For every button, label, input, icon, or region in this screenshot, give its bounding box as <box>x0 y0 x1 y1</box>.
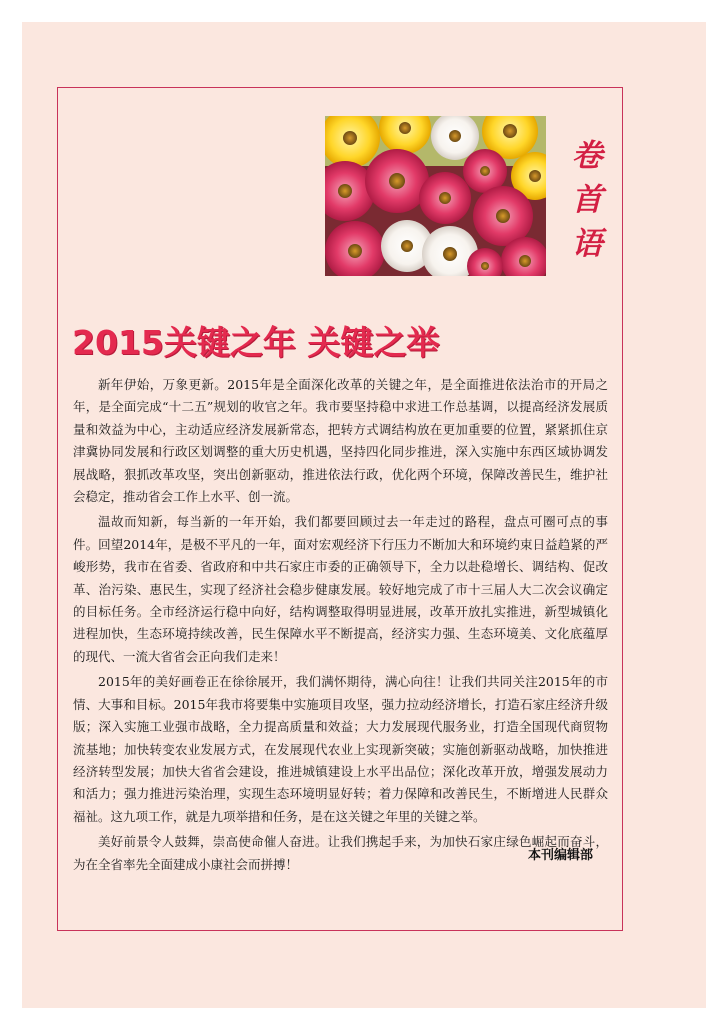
section-label <box>567 134 607 266</box>
paragraph-3: 2015年的美好画卷正在徐徐展开，我们满怀期待，满心向往！让我们共同关注2015年的市情、大事和目标。2015年我市将要集中实施项目攻坚，强力拉动经济增长，打造石家庄经济升级版；深入实施工业强市战略，全力提高质量和效益；大力发展现代服务业，打造全国现代商贸物流基地；加快转变农业发展方式，在发展现代农业上实现新突破；实施创新驱动战略，加快推进经济转型发展；加快大省省会建设，推进城镇建设上水平出品位；深化改革开放，增强发展动力和活力；强力推进污染治理，实现生态环境明显好转；着力保障和改善民生，不断增进人民群众福祉。这九项工作，就是九项举措和任务，是在这关键之年里的关键之举。 <box>73 674 608 824</box>
paragraph-2: 温故而知新，每当新的一年开始，我们都要回顾过去一年走过的路程，盘点可圈可点的事件。回望2014年，是极不平凡的一年，面对宏观经济下行压力不断加大和环境约束日益趋紧的严峻形势，我市在省委、省政府和中共石家庄市委的正确领导下，全力以赴稳增长、调结构、促改革、治污染、惠民生，实现了经济社会稳步健康发展。较好地完成了市十三届人大二次会议确定的目标任务。全市经济运行稳中向好，结构调整取得明显进展，改革开放扎实推进，新型城镇化进程加快，生态环境持续改善，民生保障水平不断提高，经济实力强、生态环境美、文化底蕴厚的现代、一流大省省会正向我们走来！ <box>73 514 608 664</box>
section-label-text <box>567 134 607 266</box>
signature: 本刊编辑部 <box>527 848 593 863</box>
section-label-char: 卷 <box>571 138 603 174</box>
flower-photo <box>325 116 546 276</box>
page-title: 2015关键之年 关键之举 <box>72 323 440 362</box>
paragraph-4: 美好前景令人鼓舞，崇高使命催人奋进。让我们携起手来，为加快石家庄绿色崛起而奋斗，为在全省率先全面建成小康社会而拼搏！ <box>73 834 608 872</box>
section-label-char: 首 <box>571 182 603 218</box>
paragraph-1: 新年伊始，万象更新。2015年是全面深化改革的关键之年，是全面推进依法治市的开局之年，是全面完成“十二五”规划的收官之年。我市要坚持稳中求进工作总基调，以提高经济发展质量和效益为中心，主动适应经济发展新常态，把转方式调结构放在更加重要的位置，紧紧抓住京津冀协同发展和行政区划调整的重大历史机遇，坚持四化同步推进，深入实施中东西区域协调发展战略，狠抓改革攻坚，突出创新驱动，推进依法行政，优化两个环境，保障改善民生，维护社会稳定，推动省会工作上水平、创一流。 <box>73 377 608 505</box>
article-body <box>73 374 608 879</box>
section-label-char: 语 <box>571 226 603 262</box>
flower-photo-drawing <box>325 116 546 276</box>
